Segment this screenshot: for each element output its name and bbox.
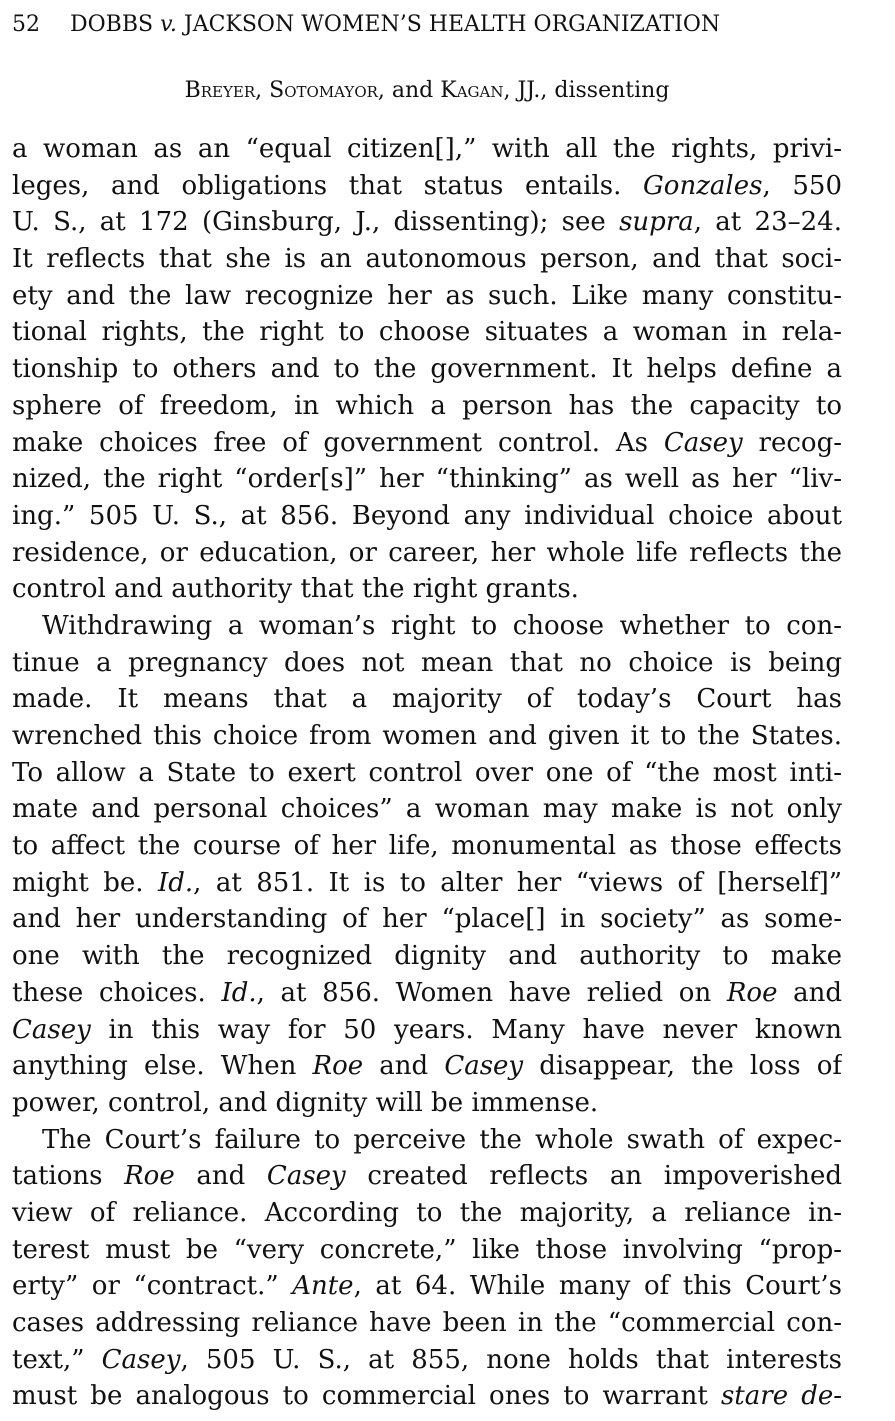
- text-line: [12, 1195, 842, 1232]
- italic-citation: Casey: [12, 1014, 91, 1045]
- text-run: power, control, and dignity will be immense.: [12, 1087, 599, 1118]
- text-run: leges, and obligations that status entails.: [12, 170, 644, 201]
- case-title: DOBBS v. JACKSON WOMEN’S HEALTH ORGANIZATION: [70, 12, 721, 37]
- text-line: [12, 425, 842, 462]
- text-run: text,”: [12, 1344, 102, 1375]
- text-run: made. It means that a majority of today’s Court has: [12, 684, 842, 715]
- text-run: tionship to others and to the government. It helps define a: [12, 354, 842, 385]
- italic-citation: Casey: [444, 1051, 524, 1082]
- text-run: in this way for 50 years. Many have never known: [90, 1014, 842, 1045]
- text-run: mate and personal choices” a woman may make is not only: [12, 794, 842, 825]
- text-line: [12, 938, 842, 975]
- text-run: tinue a pregnancy does not mean that no choice is being: [12, 647, 842, 678]
- text-run: must be analogous to commercial ones to warrant: [12, 1381, 721, 1412]
- italic-citation: Roe: [124, 1161, 175, 1192]
- text-run: terest must be “very concrete,” like those involving “prop-: [12, 1234, 842, 1265]
- text-line: [12, 461, 842, 498]
- text-run: to affect the course of her life, monumental as those effects: [12, 831, 842, 862]
- text-line: [12, 1085, 842, 1122]
- text-line: [12, 865, 842, 902]
- text-run: view of reliance. According to the majority, a reliance in-: [12, 1197, 842, 1228]
- text-line: [12, 718, 842, 755]
- text-line: [12, 204, 842, 241]
- italic-citation: Roe: [312, 1051, 364, 1082]
- italic-citation: Gonzales: [643, 170, 763, 201]
- italic-citation: Roe: [726, 977, 778, 1008]
- page-number: 52: [12, 12, 40, 37]
- text-run: It reflects that she is an autonomous person, and that soci-: [12, 244, 842, 275]
- text-run: make choices free of government control. As: [12, 427, 664, 458]
- text-line: [12, 535, 842, 572]
- text-run: nized, the right “order[s]” her “thinking” as well as her “liv-: [12, 464, 842, 495]
- text-run: , at 856. Women have relied on: [256, 977, 727, 1008]
- text-line: [12, 1122, 842, 1159]
- text-run: and: [363, 1051, 445, 1082]
- text-run: and: [777, 977, 842, 1008]
- text-line: [12, 498, 842, 535]
- text-line: [12, 1012, 842, 1049]
- italic-citation: supra: [619, 207, 694, 238]
- text-run: ing.” 505 U. S., at 856. Beyond any individual choice about: [12, 500, 842, 531]
- text-run: anything else. When: [12, 1051, 313, 1082]
- opinion-authors: Breyer, Sotomayor, and Kagan, JJ., dissenting: [184, 78, 670, 103]
- text-run: To allow a State to exert control over one of “the most inti-: [12, 757, 842, 788]
- text-run: these choices.: [12, 977, 222, 1008]
- text-run: one with the recognized dignity and authority to make: [12, 941, 842, 972]
- text-line: [12, 278, 842, 315]
- text-line: [12, 1342, 842, 1379]
- text-line: [12, 131, 842, 168]
- text-run: residence, or education, or career, her whole life reflects the: [12, 537, 842, 568]
- text-line: [12, 351, 842, 388]
- text-line: [12, 901, 842, 938]
- text-line: [12, 1232, 842, 1269]
- text-run: tional rights, the right to choose situates a woman in rela-: [12, 317, 842, 348]
- text-line: [12, 1158, 842, 1195]
- italic-citation: Id.: [221, 977, 257, 1008]
- text-line: [12, 828, 842, 865]
- text-run: U. S., at 172 (Ginsburg, J., dissenting); see: [12, 207, 620, 238]
- text-run: created reflects an impoverished: [345, 1161, 842, 1192]
- text-run: , 550: [762, 170, 842, 201]
- text-run: , at 64. While many of this Court’s: [353, 1271, 842, 1302]
- text-run: wrenched this choice from women and given it to the States.: [12, 721, 842, 751]
- opinion-body-text: [12, 131, 842, 1415]
- text-run: Withdrawing a woman’s right to choose whether to con-: [42, 610, 842, 641]
- text-run: erty” or “contract.”: [12, 1271, 293, 1302]
- text-line: [12, 681, 842, 718]
- text-run: a woman as an “equal citizen[],” with all the rights, privi-: [12, 134, 842, 164]
- text-run: , at 23–24.: [693, 207, 842, 238]
- text-line: [12, 1378, 842, 1415]
- text-line: [12, 571, 842, 608]
- text-run: recog-: [742, 427, 842, 458]
- text-run: , 505 U. S., at 855, none holds that interests: [180, 1344, 842, 1375]
- text-line: [12, 241, 842, 278]
- text-line: [12, 168, 842, 205]
- running-head: [12, 12, 842, 37]
- text-run: , at 851. It is to alter her “views of [herself]”: [193, 867, 842, 898]
- text-run: disappear, the loss of: [523, 1051, 842, 1082]
- italic-citation: Casey: [266, 1161, 346, 1192]
- text-run: ety and the law recognize her as such. Like many constitu-: [12, 280, 842, 311]
- italic-citation: Casey: [663, 427, 743, 458]
- italic-citation: Ante: [292, 1271, 354, 1302]
- text-run: sphere of freedom, in which a person has the capacity to: [12, 390, 842, 421]
- text-run: and her understanding of her “place[] in society” as some-: [12, 904, 842, 935]
- text-run: cases addressing reliance have been in the “commercial con-: [12, 1308, 842, 1338]
- text-run: The Court’s failure to perceive the whole swath of expec-: [42, 1124, 842, 1155]
- text-line: [12, 791, 842, 828]
- italic-citation: stare de-: [720, 1381, 842, 1412]
- text-line: [12, 645, 842, 682]
- text-line: [12, 388, 842, 425]
- text-run: and: [174, 1161, 267, 1192]
- text-line: [12, 608, 842, 645]
- text-line: [12, 755, 842, 792]
- text-line: [12, 314, 842, 351]
- text-line: [12, 1305, 842, 1342]
- text-line: [12, 975, 842, 1012]
- italic-citation: Id.: [157, 867, 194, 898]
- text-run: tations: [12, 1161, 125, 1192]
- text-run: might be.: [12, 867, 158, 898]
- italic-citation: Casey: [101, 1344, 181, 1375]
- text-run: control and authority that the right grants.: [12, 574, 579, 605]
- text-line: [12, 1268, 842, 1305]
- text-line: [12, 1048, 842, 1085]
